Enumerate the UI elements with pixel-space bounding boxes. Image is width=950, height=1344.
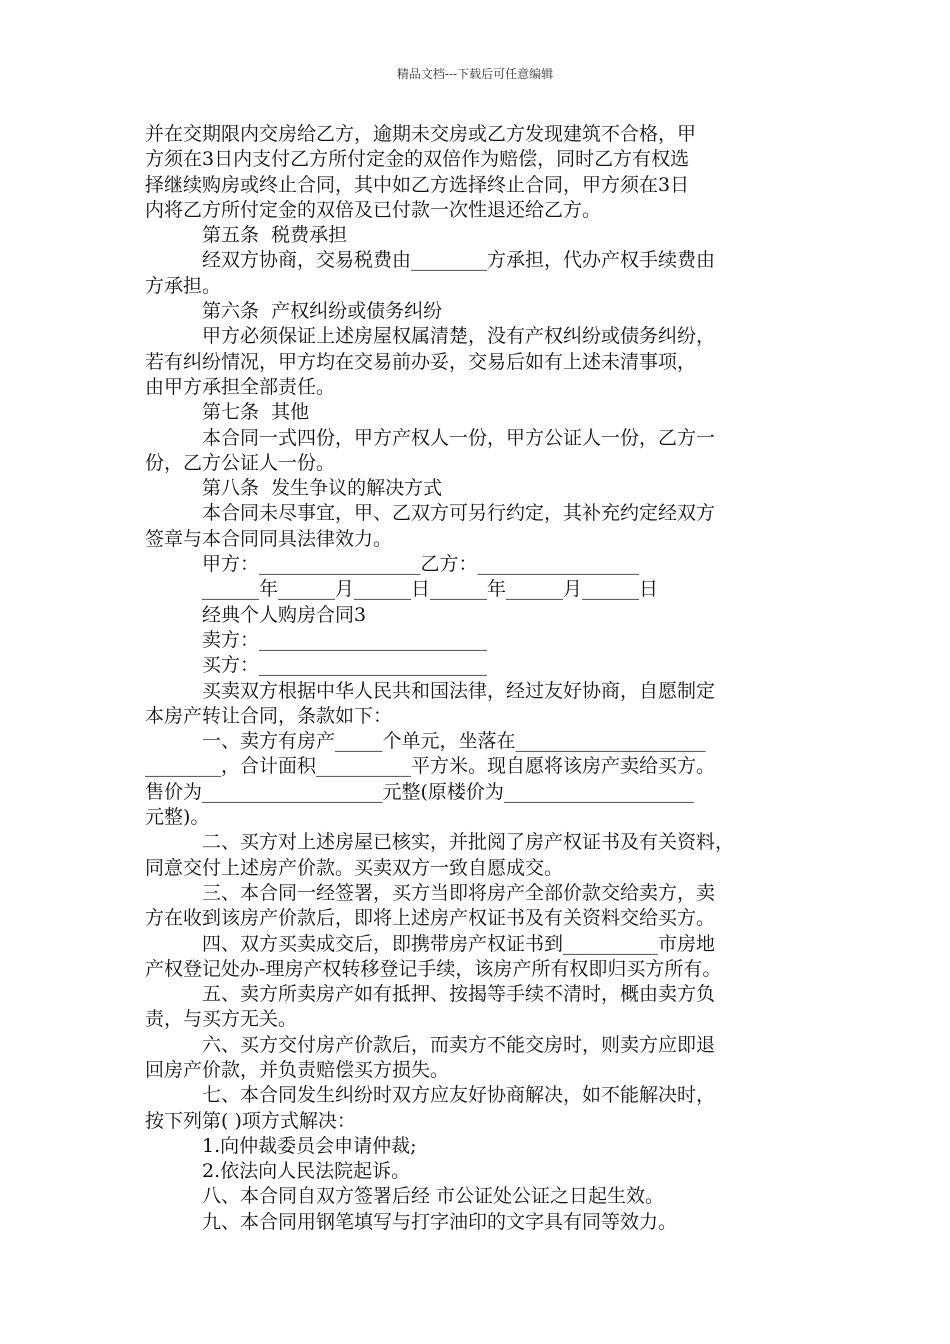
text-line: 产权登记处办-理房产权转移登记手续，该房产所有权即归买方所有。 <box>145 957 722 980</box>
text-line: 本房产转让合同，条款如下： <box>145 704 393 727</box>
text-line: 经双方协商，交易税费由________方承担，代办产权手续费由 <box>202 249 716 272</box>
text-line: 回房产价款，并负责赔偿买方损失。 <box>145 1058 450 1081</box>
text-line: 元整)。 <box>145 806 210 829</box>
text-line: 七、本合同发生纠纷时双方应友好协商解决，如不能解决时， <box>202 1084 716 1107</box>
text-line: 买方：________________________ <box>202 654 488 677</box>
text-line: ______年______月______日______年______月______日 <box>202 578 659 601</box>
text-line: 责，与买方无关。 <box>145 1008 298 1031</box>
text-line: 卖方：________________________ <box>202 628 488 651</box>
text-line: 方须在3日内支付乙方所付定金的双倍作为赔偿，同时乙方有权选 <box>145 148 690 171</box>
text-line: 本合同未尽事宜，甲、乙双方可另行约定，其补充约定经双方 <box>202 502 716 525</box>
text-line: 九、本合同用钢笔填写与打字油印的文字具有同等效力。 <box>202 1210 678 1233</box>
text-line: 甲方必须保证上述房屋权属清楚，没有产权纠纷或债务纠纷， <box>202 325 716 348</box>
page-header: 精品文档---下载后可任意编辑 <box>396 67 554 81</box>
text-line: 五、卖方所卖房产如有抵押、按揭等手续不清时，概由卖方负 <box>202 983 716 1006</box>
text-line: 甲方：_________________乙方：_________________ <box>202 553 640 576</box>
text-line: 由甲方承担全部责任。 <box>145 375 336 398</box>
text-line: 1.向仲裁委员会申请仲裁; <box>202 1134 417 1157</box>
text-line: 方承担。 <box>145 274 222 297</box>
text-line: 一、卖方有房产_____个单元，坐落在____________________ <box>202 730 706 753</box>
text-line: 六、买方交付房产价款后，而卖方不能交房时，则卖方应即退 <box>202 1033 716 1056</box>
text-line: 按下列第( )项方式解决： <box>145 1109 356 1132</box>
document-body <box>145 122 825 1235</box>
text-line: 方在收到该房产价款后，即将上述房产权证书及有关资料交给买方。 <box>145 907 716 930</box>
text-line: 第七条 其他 <box>202 401 310 424</box>
text-line: ________，合计面积__________平方米。现自愿将该房产卖给买方。 <box>145 755 716 778</box>
text-line: 经典个人购房合同3 <box>202 603 367 626</box>
text-line: 份，乙方公证人一份。 <box>145 451 336 474</box>
text-line: 若有纠纷情况，甲方均在交易前办妥，交易后如有上述未清事项， <box>145 350 697 373</box>
text-line: 签章与本合同同具法律效力。 <box>145 527 393 550</box>
text-line: 三、本合同一经签署，买方当即将房产全部价款交给卖方，卖 <box>202 881 716 904</box>
text-line: 本合同一式四份，甲方产权人一份，甲方公证人一份，乙方一 <box>202 426 716 449</box>
text-line: 第五条 税费承担 <box>202 224 348 247</box>
text-line: 二、买方对上述房屋已核实，并批阅了房产权证书及有关资料， <box>202 831 735 854</box>
text-line: 买卖双方根据中华人民共和国法律，经过友好协商，自愿制定 <box>202 679 716 702</box>
text-line: 八、本合同自双方签署后经 市公证处公证之日起生效。 <box>202 1185 665 1208</box>
text-line: 第八条 发生争议的解决方式 <box>202 477 443 500</box>
text-line: 2.依法向人民法院起诉。 <box>202 1160 411 1183</box>
text-line: 售价为___________________元整(原楼价为____________________ <box>145 780 694 803</box>
text-line: 同意交付上述房产价款。买卖双方一致自愿成交。 <box>145 856 564 879</box>
text-line: 第六条 产权纠纷或债务纠纷 <box>202 300 443 323</box>
text-line: 内将乙方所付定金的双倍及已付款一次性退还给乙方。 <box>145 198 602 221</box>
text-line: 并在交期限内交房给乙方，逾期未交房或乙方发现建筑不合格，甲 <box>145 123 697 145</box>
text-line: 择继续购房或终止合同，其中如乙方选择终止合同，甲方须在3日 <box>145 173 690 196</box>
text-line: 四、双方买卖成交后，即携带房产权证书到__________市房地 <box>202 932 716 955</box>
